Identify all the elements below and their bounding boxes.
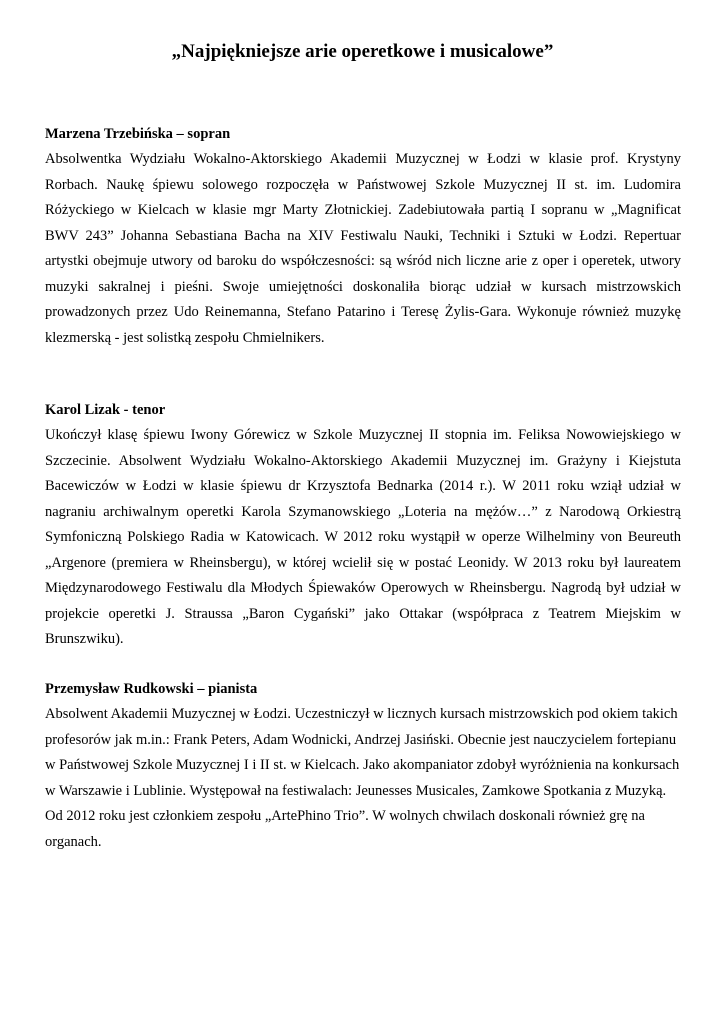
- bio-heading: Marzena Trzebińska – sopran: [45, 126, 231, 142]
- bio-section-tenor: [45, 398, 681, 653]
- bio-heading: Karol Lizak - tenor: [45, 402, 166, 418]
- bio-text: Absolwentka Wydziału Wokalno-Aktorskiego Akademii Muzycznej w Łodzi w klasie prof. Krystyny Rorbach. Naukę śpiewu solowego rozpoczęła w Państwowej Szkole Muzycznej II st. im. Ludomira Różyckiego w Kielcach w klasie mgr Marty Złotnickiej. Zadebiutowała partią I sopranu w „Magnificat BWV 243” Johanna Sebastiana Bacha na XIV Festiwalu Nauki, Techniki i Sztuki w Łodzi. Repertuar artystki obejmuje utwory od baroku do współczesności: są wśród nich liczne arie z oper i operetek, utwory muzyki sakralnej i pieśni. Swoje umiejętności doskonaliła biorąc udział w kursach mistrzowskich prowadzonych przez Udo Reinemanna, Stefano Patarino i Teresę Żylis-Gara. Wykonuje również muzykę klezmerską - jest solistką zespołu Chmielnikers.: [45, 151, 681, 346]
- bio-text: Ukończył klasę śpiewu Iwony Górewicz w Szkole Muzycznej II stopnia im. Feliksa Nowowiejskiego w Szczecinie. Absolwent Wydziału Wokalno-Aktorskiego Akademii Muzycznej im. Grażyny i Kiejstuta Bacewiczów w Łodzi w klasie śpiewu dr Krzysztofa Bednarka (2014 r.). W 2011 roku wziął udział w nagraniu archiwalnym operetki Karola Szymanowskiego „Loteria na mężów…” z Narodową Orkiestrą Symfoniczną Polskiego Radia w Katowicach. W 2012 roku wystąpił w operze Wilhelminy von Beureuth „Argenore (premiera w Rheinsbergu), w której wcielił się w postać Leonidy. W 2013 roku był laureatem Międzynarodowego Festiwalu dla Młodych Śpiewaków Operowych w Rheinsbergu. Nagrodą był udział w projekcie operetki J. Straussa „Baron Cygański” jako Ottakar (współpraca z Teatrem Miejskim w Brunszwiku).: [45, 427, 681, 647]
- bio-text: Absolwent Akademii Muzycznej w Łodzi. Uczestniczył w licznych kursach mistrzowskich pod okiem takich profesorów jak m.in.: Frank Peters, Adam Wodnicki, Andrzej Jasiński. Obecnie jest nauczycielem fortepianu w Państwowej Szkole Muzycznej I i II st. w Kielcach. Jako akompaniator zdobył wyróżnienia na konkursach w Warszawie i Lublinie. Występował na festiwalach: Jeunesses Musicales, Zamkowe Spotkania z Muzyką. Od 2012 roku jest członkiem zespołu „ArtePhino Trio”. W wolnych chwilach doskonali również grę na organach.: [45, 706, 680, 850]
- bio-heading: Przemysław Rudkowski – pianista: [45, 681, 258, 697]
- bio-section-soprano: [45, 122, 681, 351]
- bio-section-pianist: [45, 677, 681, 855]
- document-title: „Najpiękniejsze arie operetkowe i musicalowe”: [171, 41, 554, 62]
